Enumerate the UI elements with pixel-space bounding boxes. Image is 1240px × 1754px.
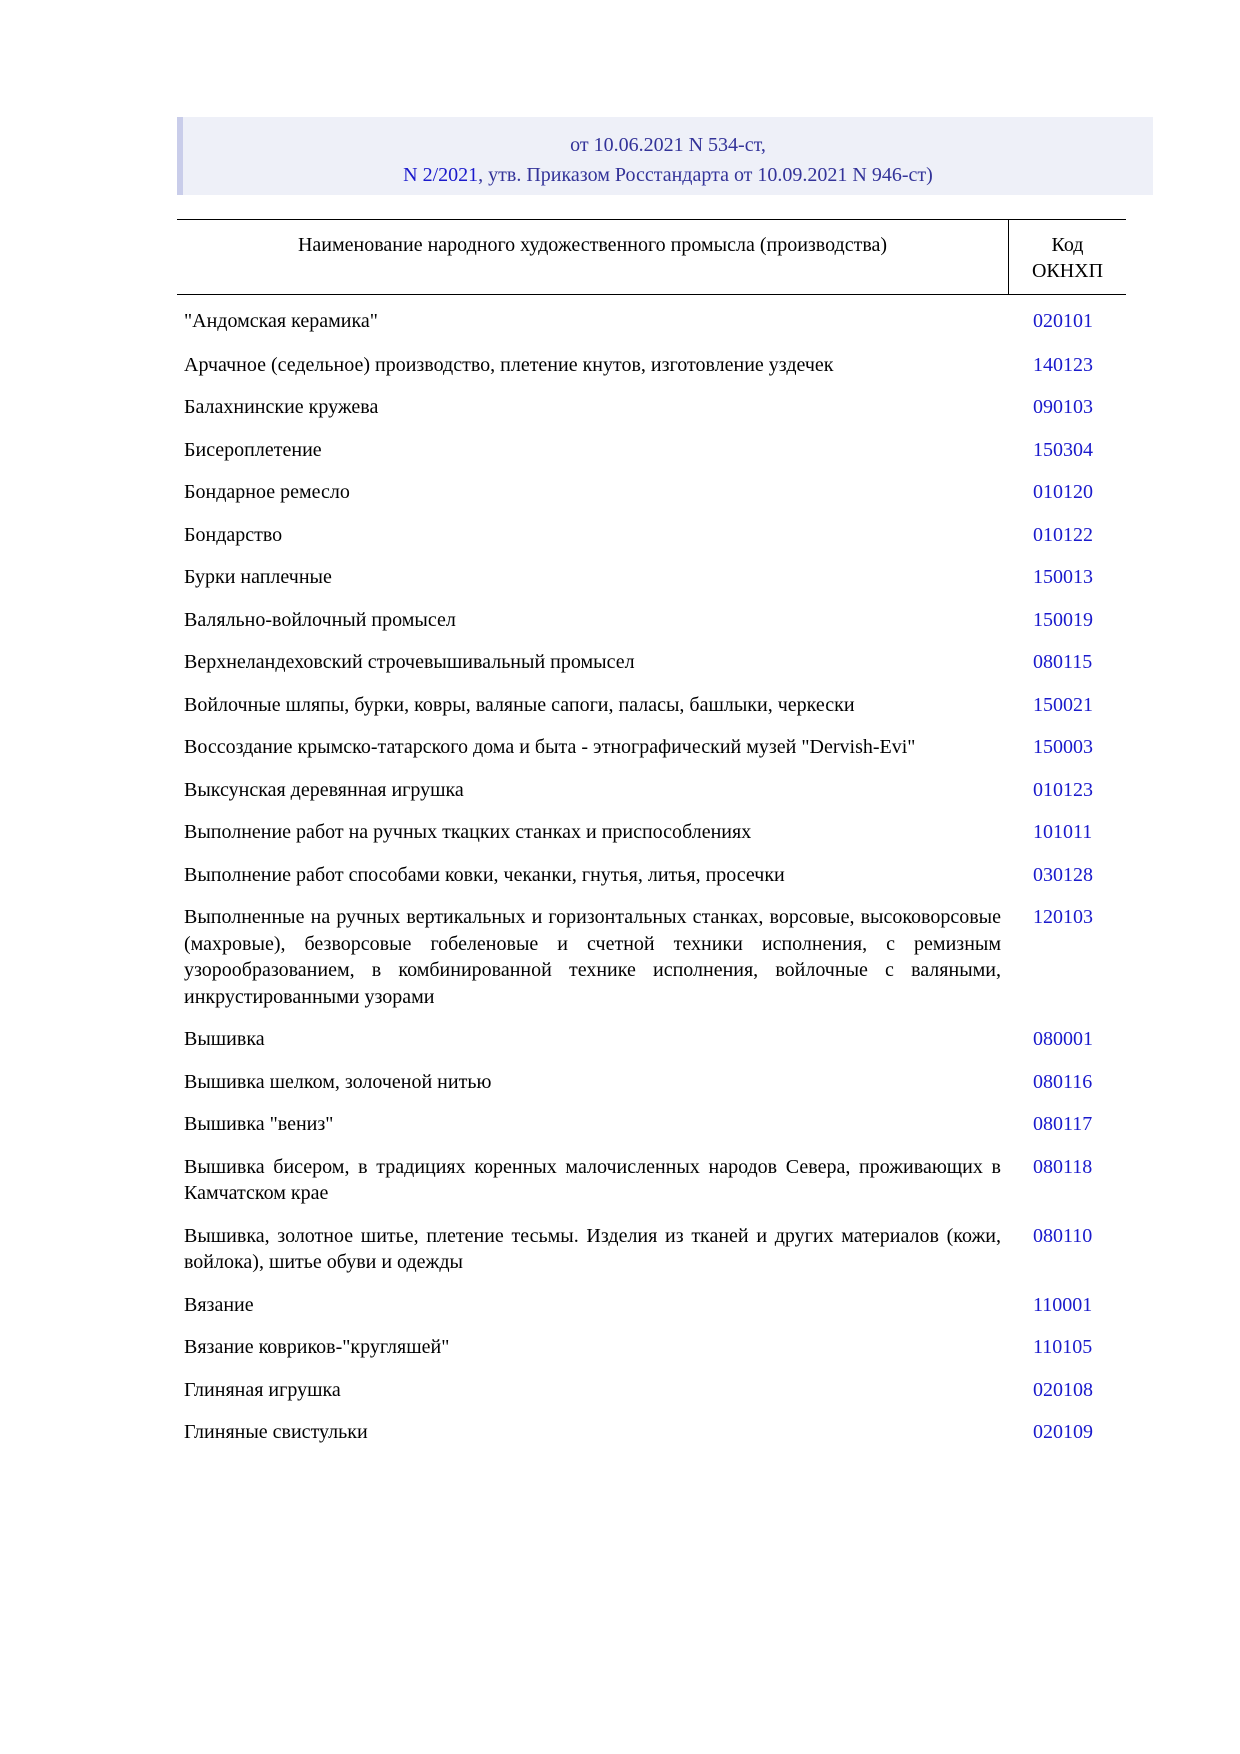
column-header-code <box>1009 220 1126 294</box>
okhnp-code-link[interactable]: 150021 <box>1033 693 1093 716</box>
craft-name: Валяльно-войлочный промысел <box>184 608 456 631</box>
table-row <box>177 649 1126 676</box>
table-row <box>177 352 1126 379</box>
okhnp-table <box>177 219 1126 1446</box>
table-row <box>177 522 1126 549</box>
craft-name: Выксунская деревянная игрушка <box>184 778 464 801</box>
table-row <box>177 1154 1126 1207</box>
craft-name: Вышивка "вениз" <box>184 1113 334 1135</box>
okhnp-code-link[interactable]: 140123 <box>1033 353 1093 376</box>
craft-name: Войлочные шляпы, бурки, ковры, валяные сапоги, паласы, башлыки, черкески <box>184 693 855 716</box>
header-line-2 <box>183 160 1153 190</box>
table-row <box>177 1026 1126 1053</box>
header-line-1: от 10.06.2021 N 534-ст, <box>570 134 766 156</box>
craft-name: Бурки наплечные <box>184 566 332 588</box>
table-row <box>177 819 1126 846</box>
column-header-name: Наименование народного художественного промысла (производства) <box>177 220 1009 294</box>
okhnp-code-link[interactable]: 150304 <box>1033 438 1093 461</box>
okhnp-code-link[interactable]: 020109 <box>1033 1421 1093 1443</box>
okhnp-code-link[interactable]: 020101 <box>1033 310 1093 332</box>
okhnp-code-link[interactable]: 110105 <box>1033 1336 1093 1358</box>
okhnp-code-link[interactable]: 010122 <box>1033 523 1093 546</box>
table-row <box>177 564 1126 591</box>
table-row <box>177 1334 1126 1361</box>
table-body <box>177 308 1126 1446</box>
okhnp-code-link[interactable]: 150003 <box>1033 736 1093 758</box>
craft-name: Выполненные на ручных вертикальных и горизонтальных станках, ворсовые, высоковорсовые (махровые), безворсовые гобеленовые и счетной техники исполнения, с ремизным узорообразованием, в комбинированной технике исполнения, войлочные с валяными, инкрустированными узорами <box>184 906 1001 1008</box>
okhnp-code-link[interactable]: 080116 <box>1033 1070 1093 1093</box>
table-row <box>177 1223 1126 1276</box>
table-row <box>177 394 1126 421</box>
document-link[interactable]: N 2/2021 <box>403 164 479 186</box>
okhnp-code-link[interactable]: 080115 <box>1033 651 1093 673</box>
craft-name: Выполнение работ способами ковки, чеканки, гнутья, литья, просечки <box>184 863 785 886</box>
table-row <box>177 862 1126 889</box>
table-row <box>177 1111 1126 1138</box>
okhnp-code-link[interactable]: 080110 <box>1033 1224 1093 1247</box>
okhnp-code-link[interactable]: 020108 <box>1033 1378 1093 1401</box>
craft-name: Вышивка шелком, золоченой нитью <box>184 1070 492 1093</box>
header-line-2-text: , утв. Приказом Росстандарта от 10.09.2021 N 946-ст) <box>478 164 933 186</box>
okhnp-code-link[interactable]: 080117 <box>1033 1113 1093 1135</box>
table-row <box>177 479 1126 506</box>
table-row <box>177 1069 1126 1096</box>
craft-name: Вязание ковриков-"кругляшей" <box>184 1336 450 1358</box>
table-row <box>177 308 1126 335</box>
table-row <box>177 777 1126 804</box>
okhnp-code-link[interactable]: 101011 <box>1033 821 1093 843</box>
table-row <box>177 904 1126 1010</box>
table-row <box>177 1377 1126 1404</box>
document-header <box>177 117 1153 195</box>
okhnp-code-link[interactable]: 120103 <box>1033 906 1093 928</box>
craft-name: Бондарное ремесло <box>184 481 350 503</box>
table-row <box>177 1419 1126 1446</box>
column-header-code-line1: Код <box>1051 234 1084 256</box>
craft-name: Вышивка, золотное шитье, плетение тесьмы. Изделия из тканей и других материалов (кожи, войлока), шитье обуви и одежды <box>184 1224 1001 1273</box>
okhnp-code-link[interactable]: 110001 <box>1033 1293 1093 1316</box>
table-row <box>177 1292 1126 1319</box>
craft-name: Глиняная игрушка <box>184 1378 341 1401</box>
table-row <box>177 437 1126 464</box>
craft-name: Арчачное (седельное) производство, плетение кнутов, изготовление уздечек <box>184 353 834 376</box>
table-header <box>177 219 1126 295</box>
craft-name: Вышивка бисером, в традициях коренных малочисленных народов Севера, проживающих в Камчатском крае <box>184 1155 1001 1204</box>
craft-name: Вязание <box>184 1293 254 1316</box>
okhnp-code-link[interactable]: 010123 <box>1033 778 1093 801</box>
craft-name: "Андомская керамика" <box>184 310 378 332</box>
craft-name: Воссоздание крымско-татарского дома и быта - этнографический музей "Dervish-Evi" <box>184 736 916 758</box>
table-row <box>177 607 1126 634</box>
column-header-code-line2: ОКНХП <box>1031 260 1104 282</box>
craft-name: Вышивка <box>184 1028 265 1050</box>
okhnp-code-link[interactable]: 080118 <box>1033 1155 1093 1178</box>
okhnp-code-link[interactable]: 090103 <box>1033 396 1093 418</box>
okhnp-code-link[interactable]: 150019 <box>1033 608 1093 631</box>
craft-name: Выполнение работ на ручных ткацких станках и приспособлениях <box>184 821 752 843</box>
craft-name: Бондарство <box>184 523 283 546</box>
table-row <box>177 734 1126 761</box>
okhnp-code-link[interactable]: 150013 <box>1033 566 1093 588</box>
okhnp-code-link[interactable]: 010120 <box>1033 481 1093 503</box>
table-row <box>177 692 1126 719</box>
craft-name: Верхнеландеховский строчевышивальный промысел <box>184 651 635 673</box>
craft-name: Глиняные свистульки <box>184 1421 368 1443</box>
craft-name: Бисероплетение <box>184 438 322 461</box>
craft-name: Балахнинские кружева <box>184 396 379 418</box>
okhnp-code-link[interactable]: 030128 <box>1033 863 1093 886</box>
okhnp-code-link[interactable]: 080001 <box>1033 1028 1093 1050</box>
